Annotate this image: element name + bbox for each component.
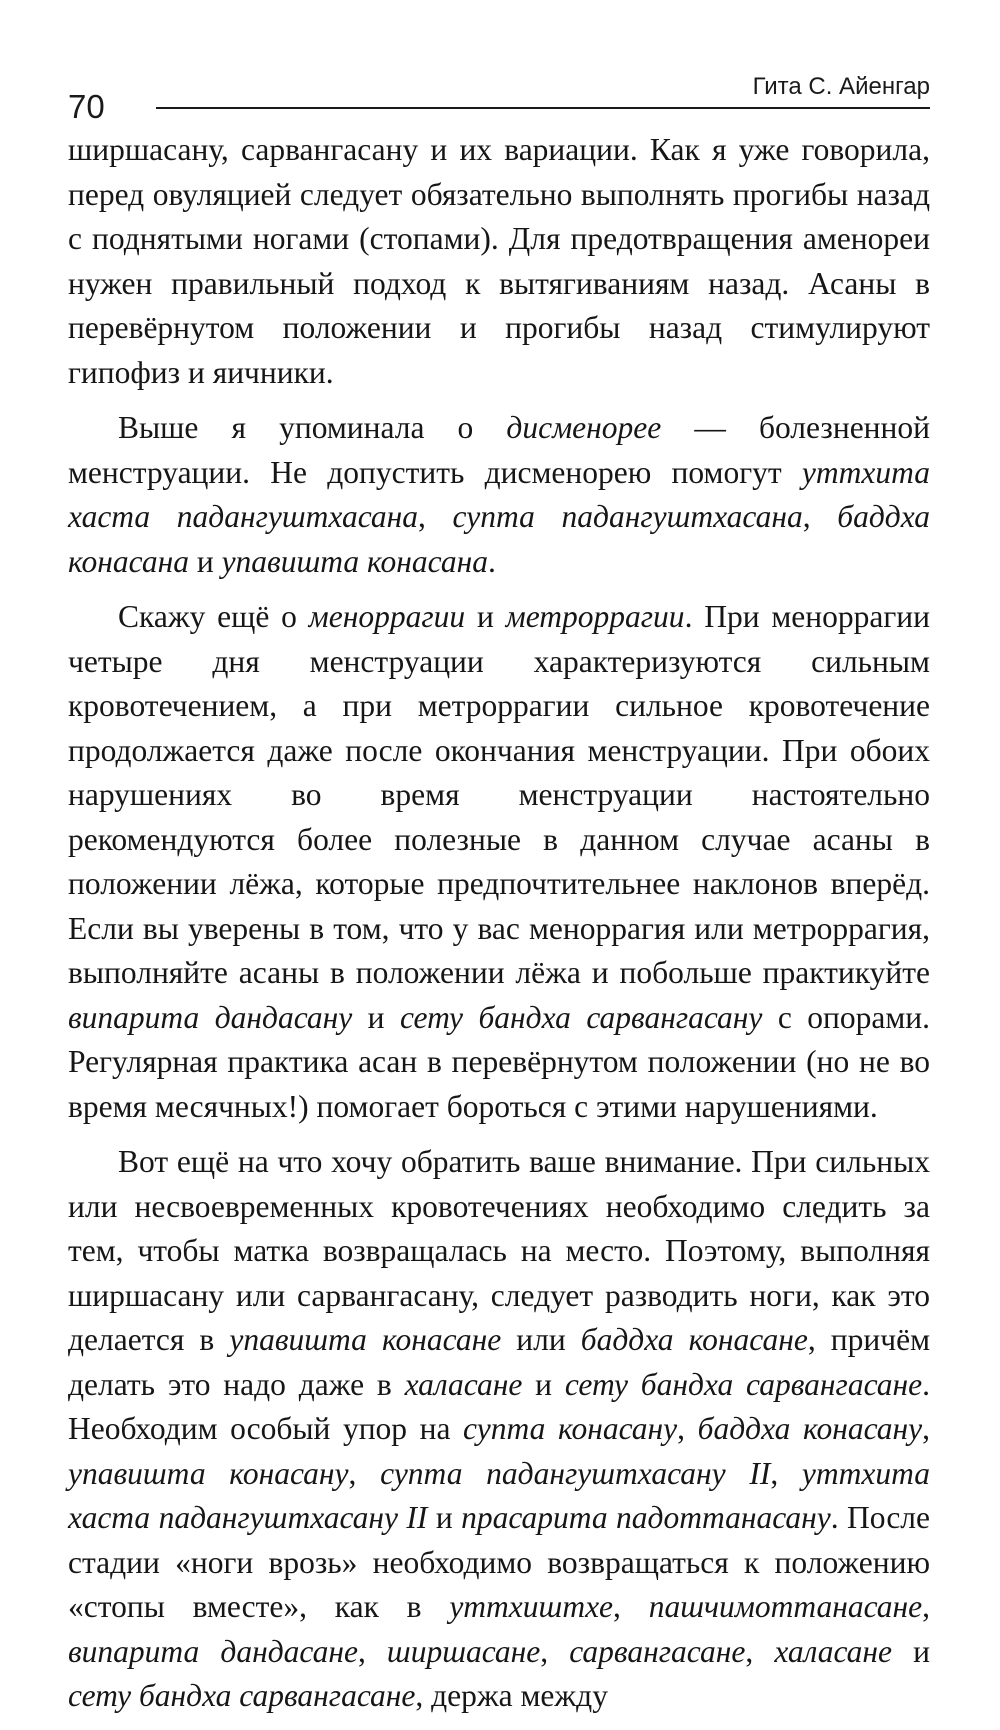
italic-term: баддха конасане [580, 1322, 808, 1357]
text-run: — болезненной менструации. Не допустить дисменорею помогут [68, 410, 930, 490]
italic-term: випарита дандасане [68, 1633, 358, 1669]
text-run: с опорами. Регулярная практика асан в перевёрнутом положении (но не во время месячных!) помогает бороться с этими нарушениями. [68, 999, 930, 1124]
italic-term: сету бандха сарвангасане [564, 1366, 923, 1402]
text-run: , [745, 1633, 775, 1669]
italic-term: випарита дандасану [68, 999, 353, 1035]
italic-term: пашчимоттанасане [648, 1589, 923, 1624]
text-run: , причём делать это надо даже в [68, 1322, 931, 1402]
text-run: или [501, 1322, 581, 1357]
text-run: , [770, 1455, 802, 1491]
text-run: . Необходим особый упор на [68, 1366, 930, 1446]
text-run: , [677, 1411, 698, 1446]
paragraph-3 [68, 595, 930, 1129]
page-number: 70 [68, 88, 105, 125]
text-run: и [892, 1633, 930, 1669]
body-text [68, 128, 930, 1730]
text-run: Вот ещё на что хочу обратить ваше внимание. При сильных или несвоевременных кровотечениях необходимо следить за тем, чтобы матка возвращалась на место. Поэтому, выполняя ширшасану или сарвангасану, следует разводить ноги, как это делается в [68, 1144, 930, 1357]
text-run: , [922, 1589, 931, 1624]
paragraph-4 [68, 1140, 930, 1719]
text-run: Скажу ещё о [118, 599, 309, 634]
paragraph-2 [68, 406, 930, 584]
text-run: . После стадии «ноги врозь» необходимо возвращаться к положению «стопы вместе», как в [68, 1500, 931, 1624]
page-header [68, 74, 930, 124]
header-rule [156, 107, 930, 109]
text-run: ширшасану, сарвангасану и их вариации. Как я уже говорила, перед овуляцией следует обязательно выполнять прогибы назад с поднятыми ногами (стопами). Для предотвращения аменореи нужен правильный подход к вытягиваниям назад. Асаны в перевёрнутом положении и прогибы назад стимулируют гипофиз и яичники. [68, 132, 930, 390]
italic-term: супта конасану [463, 1411, 678, 1446]
italic-term: уттхиштхе [449, 1589, 614, 1624]
text-run: и [188, 543, 222, 579]
text-run: , [922, 1411, 931, 1446]
text-run: , держа между [415, 1678, 608, 1713]
text-run: и [522, 1366, 565, 1402]
text-run: , [357, 1633, 387, 1669]
italic-term: уттхита хаста падангуштхасану II [68, 1455, 930, 1535]
italic-term: халасане [774, 1633, 893, 1669]
text-run: и [427, 1500, 462, 1535]
italic-term: меноррагии [308, 599, 466, 634]
italic-term: прасарита падоттанасану [461, 1500, 831, 1535]
text-run: . При меноррагии четыре дня менструации характеризуются сильным кровотечением, а при метроррагии сильное кровотечение продолжается даже после окончания менструации. При обоих нарушениях во время менструации настоятельно рекомендуются более полезные в данном случае асаны в положении лёжа, которые предпочтительнее наклонов вперёд. Если вы уверены в том, что у вас меноррагия или метроррагия, выполняйте асаны в положении лёжа и побольше практикуйте [68, 599, 930, 990]
italic-term: упавишта конасану [68, 1455, 349, 1491]
italic-term: упавишта конасана [221, 543, 488, 579]
italic-term: супта падангуштхасана [452, 499, 803, 534]
italic-term: уттхита хаста падангуштхасана [68, 454, 930, 534]
text-run: и [465, 599, 506, 634]
paragraph-1 [68, 128, 930, 395]
italic-term: халасане [404, 1366, 523, 1402]
italic-term: дисменорее [506, 410, 662, 445]
italic-term: ширшасане [386, 1633, 541, 1669]
text-run: , [802, 499, 838, 534]
text-run: , [613, 1589, 649, 1624]
running-head: Гита С. Айенгар [752, 73, 930, 100]
text-run: . [487, 543, 496, 579]
italic-term: сарвангасане [569, 1633, 746, 1669]
italic-term: сету бандха сарвангасане [68, 1678, 416, 1713]
italic-term: баддха конасану [697, 1411, 923, 1446]
italic-term: сету бандха сарвангасану [399, 999, 763, 1035]
text-run: Выше я упоминала о [118, 410, 507, 445]
text-run: и [352, 999, 400, 1035]
text-run: , [540, 1633, 570, 1669]
italic-term: метроррагии [505, 599, 685, 634]
italic-term: упавишта конасане [229, 1322, 502, 1357]
italic-term: баддха конасана [68, 499, 931, 579]
text-run: , [348, 1455, 381, 1491]
italic-term: супта падангуштхасану II [380, 1455, 771, 1491]
text-run: , [418, 499, 453, 534]
